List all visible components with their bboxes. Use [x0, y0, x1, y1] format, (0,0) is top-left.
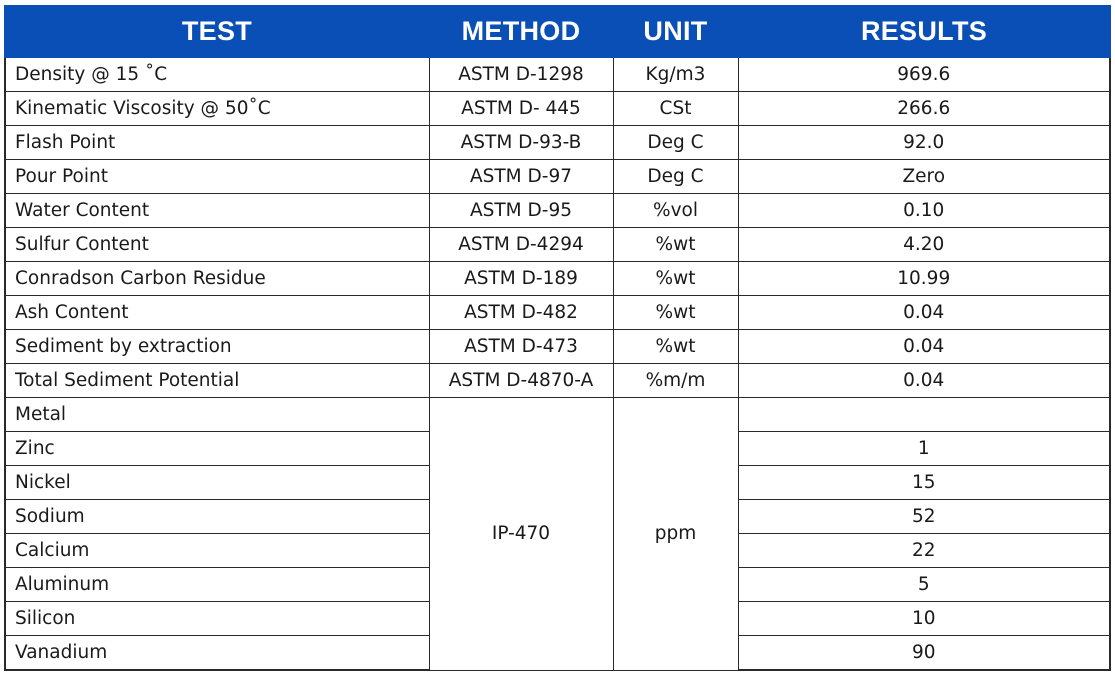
table-row — [5, 126, 1110, 160]
test-cell: Vanadium — [5, 636, 429, 671]
test-cell: Sulfur Content — [5, 228, 429, 262]
test-cell: Total Sediment Potential — [5, 364, 429, 398]
method-cell: ASTM D-4294 — [429, 228, 613, 262]
header-unit: UNIT — [613, 6, 738, 57]
result-cell: 15 — [738, 466, 1110, 500]
unit-cell: %wt — [613, 262, 738, 296]
table-row — [5, 228, 1110, 262]
header-method: METHOD — [429, 6, 613, 57]
test-cell: Zinc — [5, 432, 429, 466]
unit-cell: %m/m — [613, 364, 738, 398]
unit-cell: %vol — [613, 194, 738, 228]
test-cell: Silicon — [5, 602, 429, 636]
test-cell: Density @ 15 ˚C — [5, 57, 429, 92]
result-cell: 0.04 — [738, 296, 1110, 330]
metals-unit-cell: ppm — [613, 398, 738, 671]
test-cell: Sodium — [5, 500, 429, 534]
result-cell: 4.20 — [738, 228, 1110, 262]
test-cell: Ash Content — [5, 296, 429, 330]
result-cell: 10 — [738, 602, 1110, 636]
test-results-table — [4, 5, 1111, 671]
unit-cell: CSt — [613, 92, 738, 126]
table-row — [5, 364, 1110, 398]
result-cell: 92.0 — [738, 126, 1110, 160]
result-cell: 0.10 — [738, 194, 1110, 228]
test-cell: Kinematic Viscosity @ 50˚C — [5, 92, 429, 126]
table-row — [5, 330, 1110, 364]
result-cell: 0.04 — [738, 330, 1110, 364]
test-cell: Aluminum — [5, 568, 429, 602]
method-cell: ASTM D-473 — [429, 330, 613, 364]
result-cell: 0.04 — [738, 364, 1110, 398]
result-cell: 969.6 — [738, 57, 1110, 92]
test-cell: Conradson Carbon Residue — [5, 262, 429, 296]
test-cell: Metal — [5, 398, 429, 432]
unit-cell: Kg/m3 — [613, 57, 738, 92]
result-cell: Zero — [738, 160, 1110, 194]
method-cell: ASTM D-97 — [429, 160, 613, 194]
header-test: TEST — [5, 6, 429, 57]
test-cell: Flash Point — [5, 126, 429, 160]
result-cell: 1 — [738, 432, 1110, 466]
table-row — [5, 92, 1110, 126]
result-cell: 5 — [738, 568, 1110, 602]
metals-method-cell: IP-470 — [429, 398, 613, 671]
test-cell: Pour Point — [5, 160, 429, 194]
method-cell: ASTM D- 445 — [429, 92, 613, 126]
unit-cell: Deg C — [613, 160, 738, 194]
test-cell: Water Content — [5, 194, 429, 228]
table-row — [5, 262, 1110, 296]
table-header-row — [5, 6, 1110, 57]
method-cell: ASTM D-93-B — [429, 126, 613, 160]
test-cell: Nickel — [5, 466, 429, 500]
unit-cell: %wt — [613, 330, 738, 364]
table-row — [5, 296, 1110, 330]
method-cell: ASTM D-482 — [429, 296, 613, 330]
result-cell: 22 — [738, 534, 1110, 568]
table-row — [5, 194, 1110, 228]
table-row — [5, 57, 1110, 92]
test-cell: Sediment by extraction — [5, 330, 429, 364]
unit-cell: Deg C — [613, 126, 738, 160]
test-cell: Calcium — [5, 534, 429, 568]
result-cell: 266.6 — [738, 92, 1110, 126]
method-cell: ASTM D-95 — [429, 194, 613, 228]
unit-cell: %wt — [613, 228, 738, 262]
results-table-container — [4, 5, 1111, 671]
table-row — [5, 160, 1110, 194]
result-cell: 10.99 — [738, 262, 1110, 296]
result-cell: 90 — [738, 636, 1110, 671]
method-cell: ASTM D-189 — [429, 262, 613, 296]
result-cell — [738, 398, 1110, 432]
result-cell: 52 — [738, 500, 1110, 534]
method-cell: ASTM D-1298 — [429, 57, 613, 92]
method-cell: ASTM D-4870-A — [429, 364, 613, 398]
header-results: RESULTS — [738, 6, 1110, 57]
unit-cell: %wt — [613, 296, 738, 330]
table-row — [5, 398, 1110, 432]
